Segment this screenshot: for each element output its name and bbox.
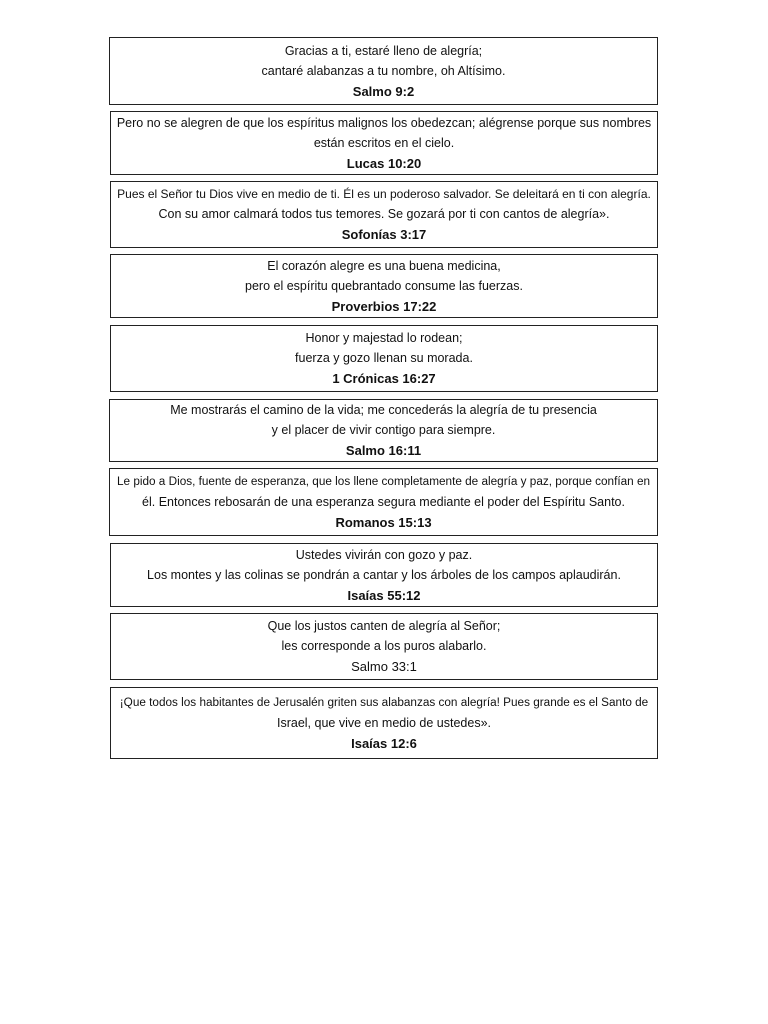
verse-reference: Isaías 55:12	[347, 587, 421, 603]
verse-card-sofonias-3-17	[110, 181, 658, 248]
verse-card-salmo-16-11	[109, 399, 658, 462]
verse-card-isaias-55-12	[110, 543, 658, 607]
verse-text-line: Pues el Señor tu Dios vive en medio de ti. Él es un poderoso salvador. Se deleitará en ti con alegría.	[117, 187, 651, 201]
verse-text-line: Ustedes vivirán con gozo y paz.	[295, 547, 473, 562]
verse-text-line: Con su amor calmará todos tus temores. Se gozará por ti con cantos de alegría».	[158, 207, 610, 221]
verse-card-lucas-10-20	[110, 111, 658, 175]
verse-text-line: están escritos en el cielo.	[313, 135, 455, 150]
verse-text-line: Gracias a ti, estaré lleno de alegría;	[284, 43, 483, 58]
verse-reference: Salmo 9:2	[352, 83, 415, 99]
verse-text-line: Me mostrarás el camino de la vida; me concederás la alegría de tu presencia	[170, 403, 597, 417]
verse-reference: Salmo 33:1	[351, 659, 417, 674]
verse-text-line: y el placer de vivir contigo para siempre.	[271, 423, 496, 437]
verse-text-line: Los montes y las colinas se pondrán a cantar y los árboles de los campos aplaudirán.	[147, 567, 621, 582]
verse-text-line: Israel, que vive en medio de ustedes».	[276, 715, 492, 730]
verse-card-romanos-15-13	[109, 468, 658, 536]
verse-text-line: Honor y majestad lo rodean;	[305, 331, 463, 345]
verse-text-line: les corresponde a los puros alabarlo.	[281, 639, 487, 653]
verse-text-line: fuerza y gozo llenan su morada.	[295, 351, 473, 365]
verse-reference: 1 Crónicas 16:27	[332, 371, 436, 386]
verse-card-salmo-9-2	[109, 37, 658, 105]
verse-text-line: Pero no se alegren de que los espíritus malignos los obedezcan; alégrense porque sus nombres	[116, 115, 652, 130]
verse-reference: Isaías 12:6	[351, 735, 417, 751]
verse-text-line: cantaré alabanzas a tu nombre, oh Altísimo.	[261, 63, 506, 78]
verse-reference: Proverbios 17:22	[331, 298, 437, 314]
verse-text-line: pero el espíritu quebrantado consume las fuerzas.	[245, 278, 523, 293]
verse-text-line: Que los justos canten de alegría al Señor;	[267, 619, 501, 633]
verse-text-line: ¡Que todos los habitantes de Jerusalén griten sus alabanzas con alegría! Pues grande es el Santo de	[119, 695, 649, 709]
verse-card-salmo-33-1	[110, 613, 658, 680]
verse-text-line: Le pido a Dios, fuente de esperanza, que los llene completamente de alegría y paz, porque confían en	[116, 474, 651, 488]
verse-card-1-cronicas-16-27	[110, 325, 658, 392]
verse-card-isaias-12-6	[110, 687, 658, 759]
verse-reference: Sofonías 3:17	[341, 227, 427, 242]
verse-reference: Lucas 10:20	[346, 155, 422, 171]
verse-reference: Romanos 15:13	[335, 514, 432, 530]
verse-text-line: El corazón alegre es una buena medicina,	[267, 258, 501, 273]
verse-card-proverbios-17-22	[110, 254, 658, 318]
verse-text-line: él. Entonces rebosarán de una esperanza segura mediante el poder del Espíritu Santo.	[142, 494, 625, 509]
verse-reference: Salmo 16:11	[345, 443, 422, 458]
